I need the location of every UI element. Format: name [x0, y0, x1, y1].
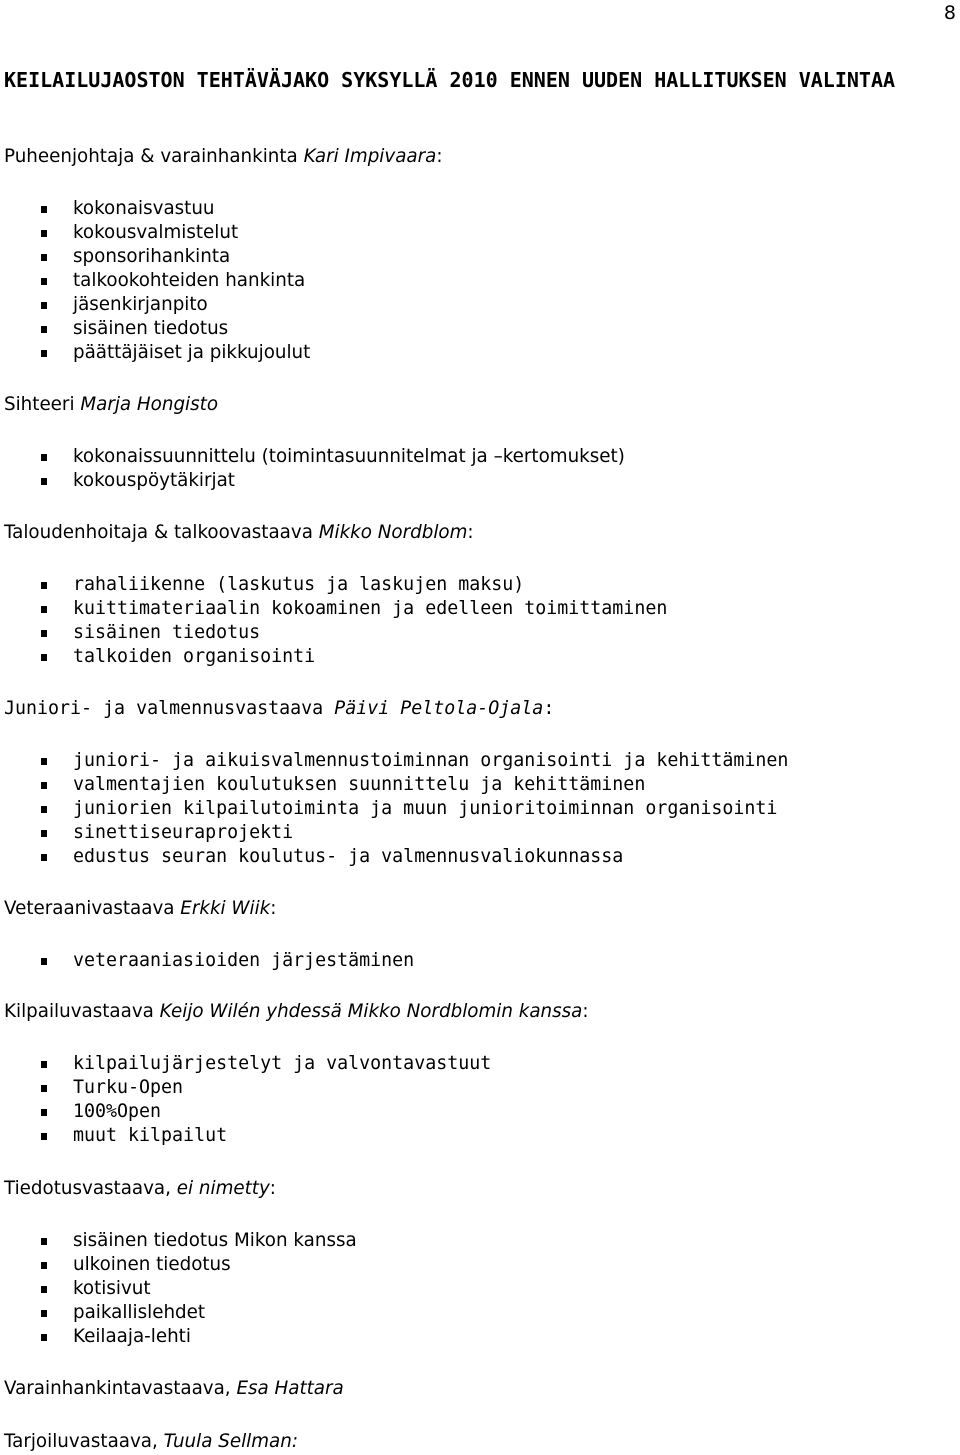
section-heading — [4, 1000, 954, 1024]
section-heading — [4, 897, 954, 921]
list-item: jäsenkirjanpito — [4, 293, 954, 317]
section-junior-coaching — [4, 697, 954, 869]
square-bullet-icon — [41, 758, 47, 765]
person-name: Tuula Sellman: — [163, 1431, 298, 1452]
list-item: talkookohteiden hankinta — [4, 269, 954, 293]
list-item: 100%Open — [4, 1100, 954, 1124]
list-item: kokonaisvastuu — [4, 197, 954, 221]
task-list — [4, 197, 954, 365]
role-label: Veteraanivastaava — [4, 898, 181, 919]
section-heading — [4, 145, 954, 169]
square-bullet-icon — [41, 1262, 47, 1269]
heading-suffix: : — [582, 1001, 589, 1022]
list-item: juniori- ja aikuisvalmennustoiminnan organisointi ja kehittäminen — [4, 749, 954, 773]
person-name: ei nimetty — [176, 1178, 270, 1199]
section-communications — [4, 1177, 954, 1349]
square-bullet-icon — [41, 1334, 47, 1341]
task-list — [4, 1052, 954, 1148]
square-bullet-icon — [41, 254, 47, 261]
section-heading — [4, 1377, 954, 1401]
list-item: kokonaissuunnittelu (toimintasuunnitelmat ja –kertomukset) — [4, 445, 954, 469]
list-item: kuittimateriaalin kokoaminen ja edelleen toimittaminen — [4, 597, 954, 621]
heading-suffix: : — [436, 146, 443, 167]
person-name: Mikko Nordblom — [318, 522, 468, 543]
section-heading — [4, 521, 954, 545]
square-bullet-icon — [41, 582, 47, 589]
section-heading — [4, 393, 954, 417]
role-label: Sihteeri — [4, 394, 81, 415]
square-bullet-icon — [41, 1085, 47, 1092]
person-name: Esa Hattara — [236, 1378, 344, 1399]
square-bullet-icon — [41, 1310, 47, 1317]
list-item: kotisivut — [4, 1277, 954, 1301]
square-bullet-icon — [41, 1238, 47, 1245]
section-catering — [4, 1430, 954, 1454]
section-heading — [4, 1430, 954, 1454]
role-label: Taloudenhoitaja & talkoovastaava — [4, 522, 319, 543]
list-item: sisäinen tiedotus Mikon kanssa — [4, 1229, 954, 1253]
list-item: sisäinen tiedotus — [4, 621, 954, 645]
list-item: juniorien kilpailutoiminta ja muun junioritoiminnan organisointi — [4, 797, 954, 821]
square-bullet-icon — [41, 606, 47, 613]
list-item: kokousvalmistelut — [4, 221, 954, 245]
square-bullet-icon — [41, 1133, 47, 1140]
list-item: muut kilpailut — [4, 1124, 954, 1148]
role-label: Juniori- ja valmennusvastaava — [4, 698, 335, 719]
section-treasurer — [4, 521, 954, 669]
square-bullet-icon — [41, 830, 47, 837]
person-name: Kari Impivaara — [303, 146, 437, 167]
role-label: Tarjoiluvastaava, — [4, 1431, 164, 1452]
list-item: Keilaaja-lehti — [4, 1325, 954, 1349]
square-bullet-icon — [41, 230, 47, 237]
role-label: Puheenjohtaja & varainhankinta — [4, 146, 304, 167]
section-heading — [4, 697, 954, 721]
role-label: Varainhankintavastaava, — [4, 1378, 237, 1399]
heading-suffix: : — [270, 898, 277, 919]
task-list — [4, 949, 954, 973]
task-list — [4, 1229, 954, 1349]
list-item: edustus seuran koulutus- ja valmennusvaliokunnassa — [4, 845, 954, 869]
task-list — [4, 573, 954, 669]
square-bullet-icon — [41, 654, 47, 661]
heading-suffix: : — [467, 522, 474, 543]
list-item: sinettiseuraprojekti — [4, 821, 954, 845]
square-bullet-icon — [41, 206, 47, 213]
square-bullet-icon — [41, 854, 47, 861]
list-item: ulkoinen tiedotus — [4, 1253, 954, 1277]
heading-suffix: : — [269, 1178, 276, 1199]
section-competitions — [4, 1000, 954, 1148]
list-item: veteraaniasioiden järjestäminen — [4, 949, 954, 973]
square-bullet-icon — [41, 326, 47, 333]
list-item: talkoiden organisointi — [4, 645, 954, 669]
page-number: 8 — [943, 2, 956, 24]
person-name: Erkki Wiik — [180, 898, 271, 919]
square-bullet-icon — [41, 350, 47, 357]
role-label: Kilpailuvastaava — [4, 1001, 160, 1022]
document-title: KEILAILUJAOSTON TEHTÄVÄJAKO SYKSYLLÄ 2010 ENNEN UUDEN HALLITUKSEN VALINTAA — [4, 68, 896, 92]
square-bullet-icon — [41, 1109, 47, 1116]
square-bullet-icon — [41, 478, 47, 485]
task-list — [4, 749, 954, 869]
square-bullet-icon — [41, 1061, 47, 1068]
section-veterans — [4, 897, 954, 973]
section-secretary — [4, 393, 954, 493]
person-name: Päivi Peltola-Ojala — [334, 698, 544, 719]
role-label: Tiedotusvastaava, — [4, 1178, 177, 1199]
list-item: sponsorihankinta — [4, 245, 954, 269]
person-name: Keijo Wilén yhdessä Mikko Nordblomin kanssa — [159, 1001, 583, 1022]
square-bullet-icon — [41, 454, 47, 461]
square-bullet-icon — [41, 806, 47, 813]
list-item: päättäjäiset ja pikkujoulut — [4, 341, 954, 365]
list-item: kokouspöytäkirjat — [4, 469, 954, 493]
square-bullet-icon — [41, 302, 47, 309]
list-item: paikallislehdet — [4, 1301, 954, 1325]
list-item: valmentajien koulutuksen suunnittelu ja kehittäminen — [4, 773, 954, 797]
section-chairman — [4, 145, 954, 365]
section-heading — [4, 1177, 954, 1201]
task-list — [4, 445, 954, 493]
person-name: Marja Hongisto — [80, 394, 219, 415]
square-bullet-icon — [41, 1286, 47, 1293]
list-item: rahaliikenne (laskutus ja laskujen maksu) — [4, 573, 954, 597]
square-bullet-icon — [41, 958, 47, 965]
heading-suffix: : — [543, 698, 555, 719]
section-fundraising — [4, 1377, 954, 1401]
square-bullet-icon — [41, 782, 47, 789]
square-bullet-icon — [41, 278, 47, 285]
list-item: sisäinen tiedotus — [4, 317, 954, 341]
list-item: Turku-Open — [4, 1076, 954, 1100]
list-item: kilpailujärjestelyt ja valvontavastuut — [4, 1052, 954, 1076]
square-bullet-icon — [41, 630, 47, 637]
